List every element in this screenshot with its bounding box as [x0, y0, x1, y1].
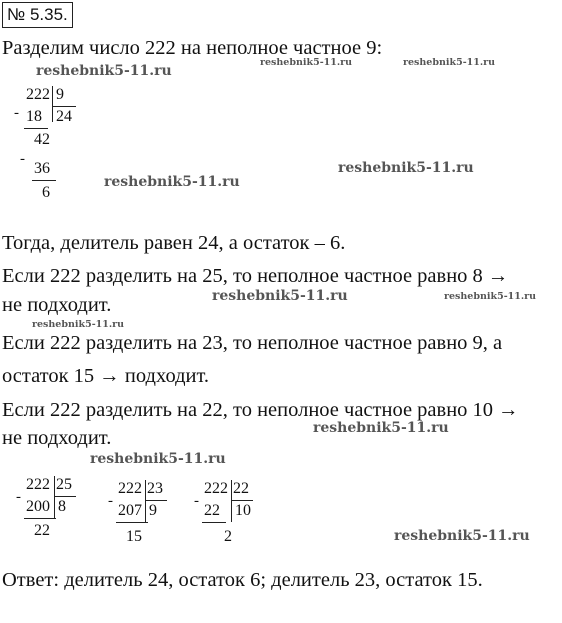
partial-remainder: 42: [34, 131, 50, 148]
case-25-line-1: Если 222 разделить на 25, то неполное частное равно 8 →: [2, 265, 509, 287]
remainder: 6: [42, 184, 50, 201]
case-22-line-2: не подходит.: [2, 427, 112, 449]
intro-text: Разделим число 222 на неполное частное 9:: [2, 37, 383, 59]
case-23-line-2: остаток 15 → подходит.: [2, 365, 210, 387]
quotient: 10: [235, 502, 251, 519]
quotient: 24: [56, 108, 72, 125]
subtrahend: 36: [34, 160, 50, 177]
watermark: reshebnik5-11.ru: [338, 160, 474, 176]
quotient: 8: [58, 498, 66, 515]
divisor: 9: [56, 86, 64, 103]
minus-sign: -: [108, 493, 113, 509]
case-22-line-1: Если 222 разделить на 22, то неполное частное равно 10 →: [2, 399, 519, 421]
watermark: reshebnik5-11.ru: [32, 319, 125, 330]
dividend: 222: [26, 86, 50, 103]
long-division-22: [194, 480, 278, 550]
watermark: reshebnik5-11.ru: [313, 420, 449, 436]
divisor: 23: [147, 480, 163, 497]
quotient: 9: [149, 502, 157, 519]
minus-sign: -: [16, 489, 21, 505]
subtrahend: 18: [26, 108, 42, 125]
watermark: reshebnik5-11.ru: [403, 57, 496, 68]
long-division-main: [14, 84, 104, 204]
case-25-line-2: не подходит.: [2, 294, 112, 316]
divisor: 22: [233, 480, 249, 497]
watermark: reshebnik5-11.ru: [212, 288, 348, 304]
answer-line: Ответ: делитель 24, остаток 6; делитель 23, остаток 15.: [2, 569, 483, 591]
long-division-23: [108, 480, 192, 550]
remainder: 15: [126, 528, 142, 545]
minus-sign: -: [20, 151, 25, 167]
dividend: 222: [204, 480, 228, 497]
watermark: reshebnik5-11.ru: [444, 291, 537, 302]
divisor: 25: [56, 476, 72, 493]
subtrahend: 200: [26, 498, 50, 515]
dividend: 222: [26, 476, 50, 493]
problem-number-badge: № 5.35.: [2, 2, 73, 28]
subtrahend: 22: [204, 502, 220, 519]
watermark: reshebnik5-11.ru: [36, 63, 172, 79]
remainder: 2: [224, 528, 232, 545]
watermark: reshebnik5-11.ru: [394, 528, 530, 544]
remainder: 22: [34, 522, 50, 539]
watermark: reshebnik5-11.ru: [104, 174, 240, 190]
case-23-line-1: Если 222 разделить на 23, то неполное частное равно 9, а: [2, 332, 503, 354]
minus-sign: -: [14, 105, 19, 121]
dividend: 222: [118, 480, 142, 497]
long-division-25: [16, 476, 100, 546]
watermark: reshebnik5-11.ru: [90, 451, 226, 467]
watermark: reshebnik5-11.ru: [260, 57, 353, 68]
then-line: Тогда, делитель равен 24, а остаток – 6.: [2, 232, 346, 254]
minus-sign: -: [194, 493, 199, 509]
subtrahend: 207: [118, 502, 142, 519]
